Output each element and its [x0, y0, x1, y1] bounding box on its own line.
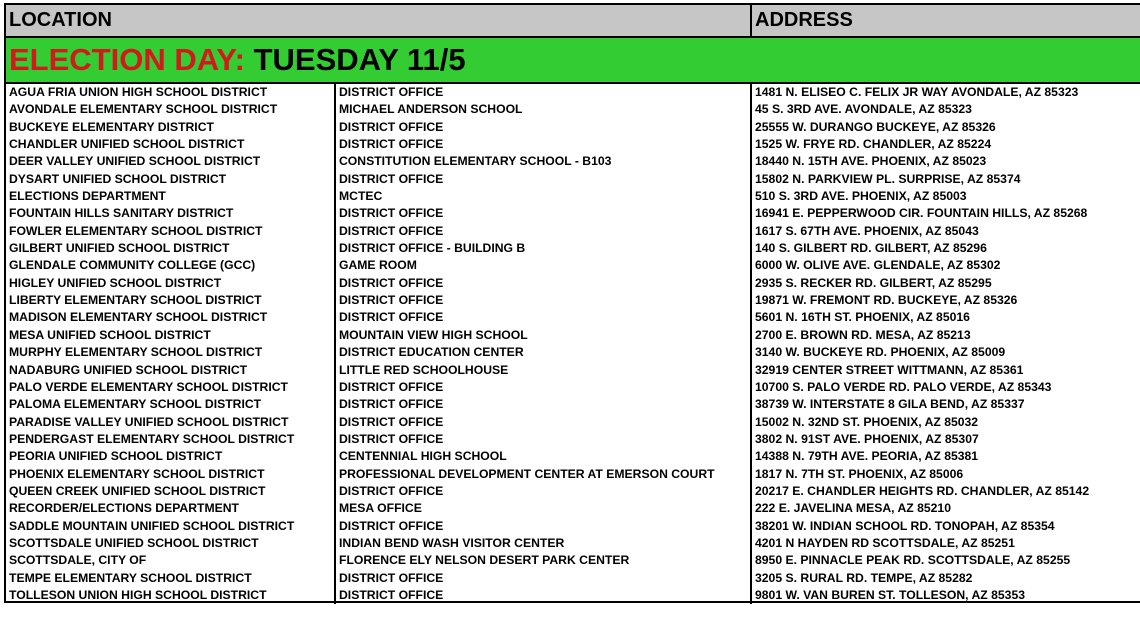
site-name-cell: DISTRICT EDUCATION CENTER	[336, 344, 752, 361]
table-row	[6, 240, 1140, 257]
location-cell: AGUA FRIA UNION HIGH SCHOOL DISTRICT	[6, 84, 336, 101]
address-cell: 19871 W. FREMONT RD. BUCKEYE, AZ 85326	[755, 293, 1018, 308]
location-cell: BUCKEYE ELEMENTARY DISTRICT	[6, 119, 336, 136]
table-row	[6, 205, 1140, 222]
site-name-cell: MOUNTAIN VIEW HIGH SCHOOL	[336, 327, 752, 344]
site-name-cell: CENTENNIAL HIGH SCHOOL	[336, 448, 752, 465]
election-day-date: TUESDAY 11/5	[253, 42, 466, 77]
site-name-cell: DISTRICT OFFICE	[336, 483, 752, 500]
location-cell: MADISON ELEMENTARY SCHOOL DISTRICT	[6, 309, 336, 326]
location-cell: AVONDALE ELEMENTARY SCHOOL DISTRICT	[6, 101, 336, 118]
table-row	[6, 223, 1140, 240]
address-cell: 2935 S. RECKER RD. GILBERT, AZ 85295	[755, 275, 992, 290]
location-cell: HIGLEY UNIFIED SCHOOL DISTRICT	[6, 275, 336, 292]
address-cell: 9801 W. VAN BUREN ST. TOLLESON, AZ 85353	[755, 587, 1026, 602]
location-cell: PEORIA UNIFIED SCHOOL DISTRICT	[6, 448, 336, 465]
table-row	[6, 570, 1140, 587]
site-name-cell: DISTRICT OFFICE	[336, 396, 752, 413]
site-name-cell: MCTEC	[336, 188, 752, 205]
location-cell: MESA UNIFIED SCHOOL DISTRICT	[6, 327, 336, 344]
location-cell: PARADISE VALLEY UNIFIED SCHOOL DISTRICT	[6, 414, 336, 431]
location-cell: SADDLE MOUNTAIN UNIFIED SCHOOL DISTRICT	[6, 518, 336, 535]
location-cell: PHOENIX ELEMENTARY SCHOOL DISTRICT	[6, 466, 336, 483]
address-cell: 15002 N. 32ND ST. PHOENIX, AZ 85032	[755, 414, 979, 429]
address-cell: 14388 N. 79TH AVE. PEORIA, AZ 85381	[755, 449, 979, 464]
site-name-cell: DISTRICT OFFICE	[336, 518, 752, 535]
address-cell: 1481 N. ELISEO C. FELIX JR WAY AVONDALE, AZ 85323	[755, 85, 1079, 99]
location-cell: PALO VERDE ELEMENTARY SCHOOL DISTRICT	[6, 379, 336, 396]
address-cell: 1617 S. 67TH AVE. PHOENIX, AZ 85043	[755, 223, 979, 238]
location-cell: PENDERGAST ELEMENTARY SCHOOL DISTRICT	[6, 431, 336, 448]
location-cell: LIBERTY ELEMENTARY SCHOOL DISTRICT	[6, 292, 336, 309]
table-row	[6, 153, 1140, 170]
location-cell: ELECTIONS DEPARTMENT	[6, 188, 336, 205]
table-row	[6, 535, 1140, 552]
address-cell: 18440 N. 15TH AVE. PHOENIX, AZ 85023	[755, 154, 987, 169]
table-row	[6, 466, 1140, 483]
address-cell: 38201 W. INDIAN SCHOOL RD. TONOPAH, AZ 85354	[755, 518, 1055, 533]
site-name-cell: CONSTITUTION ELEMENTARY SCHOOL - B103	[336, 153, 752, 170]
site-name-cell: DISTRICT OFFICE	[336, 570, 752, 587]
site-name-cell: MESA OFFICE	[336, 500, 752, 517]
address-cell: 3140 W. BUCKEYE RD. PHOENIX, AZ 85009	[755, 345, 1006, 360]
location-cell: RECORDER/ELECTIONS DEPARTMENT	[6, 500, 336, 517]
address-cell: 5601 N. 16TH ST. PHOENIX, AZ 85016	[755, 310, 970, 325]
location-cell: QUEEN CREEK UNIFIED SCHOOL DISTRICT	[6, 483, 336, 500]
location-cell: NADABURG UNIFIED SCHOOL DISTRICT	[6, 362, 336, 379]
address-cell: 20217 E. CHANDLER HEIGHTS RD. CHANDLER, AZ 85142	[755, 483, 1090, 498]
location-cell: MURPHY ELEMENTARY SCHOOL DISTRICT	[6, 344, 336, 361]
location-cell: DYSART UNIFIED SCHOOL DISTRICT	[6, 171, 336, 188]
election-day-label: ELECTION DAY:	[9, 42, 245, 77]
site-name-cell: DISTRICT OFFICE	[336, 587, 752, 604]
address-cell: 222 E. JAVELINA MESA, AZ 85210	[755, 501, 951, 516]
location-cell: GILBERT UNIFIED SCHOOL DISTRICT	[6, 240, 336, 257]
table-row	[6, 552, 1140, 569]
site-name-cell: DISTRICT OFFICE	[336, 205, 752, 222]
table-row	[6, 448, 1140, 465]
address-cell: 6000 W. OLIVE AVE. GLENDALE, AZ 85302	[755, 258, 1001, 273]
table-row	[6, 483, 1140, 500]
location-cell: SCOTTSDALE, CITY OF	[6, 552, 336, 569]
site-name-cell: DISTRICT OFFICE	[336, 119, 752, 136]
table-row	[6, 396, 1140, 413]
table-row	[6, 344, 1140, 361]
location-cell: TOLLESON UNION HIGH SCHOOL DISTRICT	[6, 587, 336, 604]
site-name-cell: FLORENCE ELY NELSON DESERT PARK CENTER	[336, 552, 752, 569]
table-row	[6, 327, 1140, 344]
site-name-cell: GAME ROOM	[336, 257, 752, 274]
location-cell: PALOMA ELEMENTARY SCHOOL DISTRICT	[6, 396, 336, 413]
address-cell: 3802 N. 91ST AVE. PHOENIX, AZ 85307	[755, 431, 979, 446]
election-day-banner	[6, 38, 1140, 84]
address-cell: 1525 W. FRYE RD. CHANDLER, AZ 85224	[755, 137, 992, 152]
table-row	[6, 119, 1140, 136]
site-name-cell: DISTRICT OFFICE	[336, 136, 752, 153]
table-row	[6, 188, 1140, 205]
address-cell: 16941 E. PEPPERWOOD CIR. FOUNTAIN HILLS, AZ 85268	[755, 206, 1088, 221]
site-name-cell: LITTLE RED SCHOOLHOUSE	[336, 362, 752, 379]
table-header	[6, 5, 1140, 38]
address-cell: 25555 W. DURANGO BUCKEYE, AZ 85326	[755, 119, 996, 134]
address-cell: 140 S. GILBERT RD. GILBERT, AZ 85296	[755, 241, 987, 256]
site-name-cell: INDIAN BEND WASH VISITOR CENTER	[336, 535, 752, 552]
table-row	[6, 309, 1140, 326]
site-name-cell: DISTRICT OFFICE	[336, 431, 752, 448]
table-row	[6, 275, 1140, 292]
site-name-cell: DISTRICT OFFICE	[336, 309, 752, 326]
address-cell: 3205 S. RURAL RD. TEMPE, AZ 85282	[755, 570, 973, 585]
table-row	[6, 518, 1140, 535]
site-name-cell: DISTRICT OFFICE	[336, 379, 752, 396]
address-column-header: ADDRESS	[755, 9, 853, 31]
site-name-cell: DISTRICT OFFICE	[336, 292, 752, 309]
address-cell: 8950 E. PINNACLE PEAK RD. SCOTTSDALE, AZ 85255	[755, 553, 1071, 568]
table-row	[6, 362, 1140, 379]
site-name-cell: DISTRICT OFFICE	[336, 275, 752, 292]
table-row	[6, 292, 1140, 309]
location-cell: TEMPE ELEMENTARY SCHOOL DISTRICT	[6, 570, 336, 587]
address-cell: 2700 E. BROWN RD. MESA, AZ 85213	[755, 327, 971, 342]
address-cell: 45 S. 3RD AVE. AVONDALE, AZ 85323	[755, 102, 972, 117]
location-cell: FOUNTAIN HILLS SANITARY DISTRICT	[6, 205, 336, 222]
site-name-cell: MICHAEL ANDERSON SCHOOL	[336, 101, 752, 118]
table-row	[6, 101, 1140, 118]
site-name-cell: DISTRICT OFFICE - BUILDING B	[336, 240, 752, 257]
table-row	[6, 171, 1140, 188]
address-cell: 38739 W. INTERSTATE 8 GILA BEND, AZ 85337	[755, 397, 1025, 412]
site-name-cell: PROFESSIONAL DEVELOPMENT CENTER AT EMERSON COURT	[336, 466, 752, 483]
table-row	[6, 257, 1140, 274]
location-cell: CHANDLER UNIFIED SCHOOL DISTRICT	[6, 136, 336, 153]
address-cell: 510 S. 3RD AVE. PHOENIX, AZ 85003	[755, 189, 967, 204]
table-row	[6, 84, 1140, 101]
polling-locations-table	[4, 3, 1140, 603]
site-name-cell: DISTRICT OFFICE	[336, 171, 752, 188]
location-cell: FOWLER ELEMENTARY SCHOOL DISTRICT	[6, 223, 336, 240]
table-row	[6, 500, 1140, 517]
location-cell: SCOTTSDALE UNIFIED SCHOOL DISTRICT	[6, 535, 336, 552]
address-cell: 15802 N. PARKVIEW PL. SURPRISE, AZ 85374	[755, 171, 1021, 186]
table-row	[6, 379, 1140, 396]
table-row	[6, 587, 1140, 604]
table-row	[6, 136, 1140, 153]
address-cell: 32919 CENTER STREET WITTMANN, AZ 85361	[755, 362, 1024, 377]
location-cell: GLENDALE COMMUNITY COLLEGE (GCC)	[6, 257, 336, 274]
table-body	[6, 84, 1140, 604]
address-cell: 10700 S. PALO VERDE RD. PALO VERDE, AZ 85343	[755, 379, 1052, 394]
table-row	[6, 414, 1140, 431]
site-name-cell: DISTRICT OFFICE	[336, 414, 752, 431]
address-cell: 4201 N HAYDEN RD SCOTTSDALE, AZ 85251	[755, 535, 1015, 550]
location-column-header: LOCATION	[6, 5, 752, 36]
table-row	[6, 431, 1140, 448]
site-name-cell: DISTRICT OFFICE	[336, 223, 752, 240]
location-cell: DEER VALLEY UNIFIED SCHOOL DISTRICT	[6, 153, 336, 170]
address-cell: 1817 N. 7TH ST. PHOENIX, AZ 85006	[755, 466, 964, 481]
site-name-cell: DISTRICT OFFICE	[336, 84, 752, 101]
